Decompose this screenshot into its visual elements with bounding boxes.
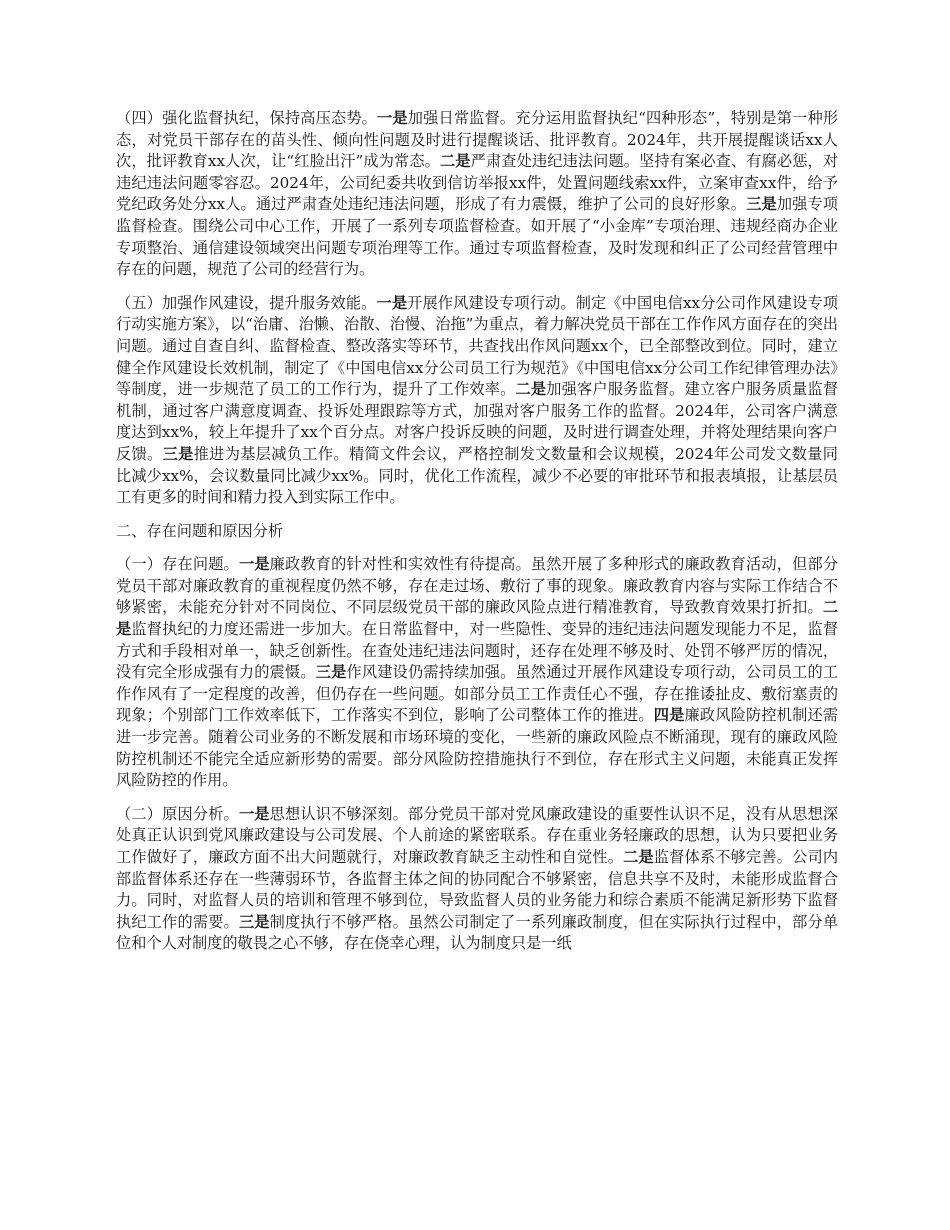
paragraph-existing-problems bbox=[116, 554, 838, 792]
bold-marker: 三是 bbox=[238, 912, 270, 931]
para-text: 廉政教育的针对性和实效性有待提高。虽然开展了多种形式的廉政教育活动，但部分党员干部对廉政教育的重视程度仍然不够，存在走过场、敷衍了事的现象。廉政教育内容与实际工作结合不够紧密，未能充分针对不同岗位、不同层级党员干部的廉政风险点进行精准教育，导致教育效果打折扣。 bbox=[116, 555, 839, 617]
bold-marker: 一是 bbox=[377, 109, 408, 127]
bold-marker: 二是 bbox=[439, 152, 471, 171]
para-text: 制度执行不够严格。虽然公司制定了一系列廉政制度，但在实际执行过程中，部分单位和个人对制度的敬畏之心不够，存在侥幸心理，认为制度只是一纸 bbox=[116, 912, 839, 953]
bold-marker: 三是 bbox=[315, 663, 347, 682]
section-heading: 二、存在问题和原因分析 bbox=[116, 521, 284, 540]
para-text: 思想认识不够深刻。部分党员干部对党风廉政建设的重要性认识不足，没有从思想深处真正认识到党风廉政建设与公司发展、个人前途的紧密联系。存在重业务轻廉政的思想，认为只要把业务工作做好了，廉政方面不出大问题就行，对廉政教育缺乏主动性和自觉性。 bbox=[116, 804, 839, 866]
para-text: 监督执纪的力度还需进一步加大。在日常监督中，对一些隐性、变异的违纪违法问题发现能力不足，监督方式和手段相对单一，缺乏创新性。在查处违纪违法问题时，还存在处理不够及时、处罚不够严厉的情况，没有完全形成强有力的震慑。 bbox=[116, 620, 839, 682]
bold-marker: 三是 bbox=[746, 195, 777, 214]
para-text: 监督体系不够完善。公司内部监督体系还存在一些薄弱环节，各监督主体之间的协同配合不够紧密，信息共享不及时，未能形成监督合力。同时，对监督人员的培训和管理不够到位，导致监督人员的业务能力和综合素质不能满足新形势下监督执纪工作的需要。 bbox=[116, 848, 839, 931]
para-text: 开展作风建设专项行动。制定《中国电信xx分公司作风建设专项行动实施方案》，以“治庸、治懒、治散、治慢、治拖”为重点，着力解决党员干部在工作作风方面存在的突出问题。通过自查自纠、监督检查、整改落实等环节，共查找出作风问题xx个，已全部整改到位。同时，建立健全作风建设长效机制，制定了《中国电信xx分公司员工行为规范》《中国电信xx分公司工作纪律管理办法》等制度，进一步规范了员工的工作行为，提升了工作效率。 bbox=[116, 293, 839, 399]
bold-marker: 三是 bbox=[162, 444, 194, 463]
paragraph-cause-analysis bbox=[116, 804, 838, 955]
bold-marker: 四是 bbox=[653, 706, 685, 725]
document-page bbox=[116, 108, 838, 967]
para-text: （二）原因分析。 bbox=[116, 804, 239, 823]
bold-marker: 二是 bbox=[116, 598, 838, 639]
para-text: 推进为基层减负工作。精简文件会议，严格控制发文数量和会议规模，2024年公司发文数量同比减少xx%，会议数量同比减少xx%。同时，优化工作流程，减少不必要的审批环节和报表填报，让基层员工有更多的时间和精力投入到实际工作中。 bbox=[116, 444, 838, 507]
para-text: 加强客户服务监督。建立客户服务质量监督机制，通过客户满意度调查、投诉处理跟踪等方式，加强对客户服务工作的监督。2024年，公司客户满意度达到xx%，较上年提升了xx个百分点。对客户投诉反映的问题，及时进行调查处理，并将处理结果向客户反馈。 bbox=[116, 380, 839, 463]
paragraph-4-strengthen-supervision bbox=[116, 108, 838, 281]
bold-marker: 二是 bbox=[515, 380, 547, 399]
para-text: （一）存在问题。 bbox=[116, 555, 239, 574]
para-text: 作风建设仍需持续加强。虽然通过开展作风建设专项行动，公司员工的工作作风有了一定程度的改善，但仍存在一些问题。如部分员工工作责任心不强，存在推诿扯皮、敷衍塞责的现象；个别部门工作效率低下，工作落实不到位，影响了公司整体工作的推进。 bbox=[116, 663, 839, 725]
bold-marker: 一是 bbox=[238, 555, 270, 574]
para-text: （五）加强作风建设，提升服务效能。 bbox=[116, 293, 377, 312]
para-text: 严肃查处违纪违法问题。坚持有案必查、有腐必惩，对违纪违法问题零容忍。2024年，公司纪委共收到信访举报xx件，处置问题线索xx件，立案审查xx件，给予党纪政务处分xx人。通过严肃查处违纪违法问题，形成了有力震慑，维护了公司的良好形象。 bbox=[116, 152, 839, 214]
bold-marker: 二是 bbox=[623, 848, 654, 866]
para-text: 加强日常监督。充分运用监督执纪“四种形态”，特别是第一种形态，对党员干部存在的苗头性、倾向性问题及时进行提醒谈话、批评教育。2024年，共开展提醒谈话xx人次，批评教育xx人次，让“红脸出汗”成为常态。 bbox=[116, 109, 839, 171]
bold-marker: 一是 bbox=[238, 804, 270, 823]
para-text: 加强专项监督检查。围绕公司中心工作，开展了一系列专项监督检查。如开展了“小金库”专项治理、违规经商办企业专项整治、通信建设领域突出问题专项治理等工作。通过专项监督检查，及时发现和纠正了公司经营管理中存在的问题，规范了公司的经营行为。 bbox=[116, 195, 839, 279]
para-text: （四）强化监督执纪，保持高压态势。 bbox=[116, 109, 378, 127]
paragraph-5-work-style bbox=[116, 293, 838, 509]
para-text: 廉政风险防控机制还需进一步完善。随着公司业务的不断发展和市场环境的变化，一些新的廉政风险点不断涌现，现有的廉政风险防控机制还不能完全适应新形势的需要。部分风险防控措施执行不到位，存在形式主义问题，未能真正发挥风险防控的作用。 bbox=[116, 706, 839, 790]
bold-marker: 一是 bbox=[376, 293, 408, 312]
